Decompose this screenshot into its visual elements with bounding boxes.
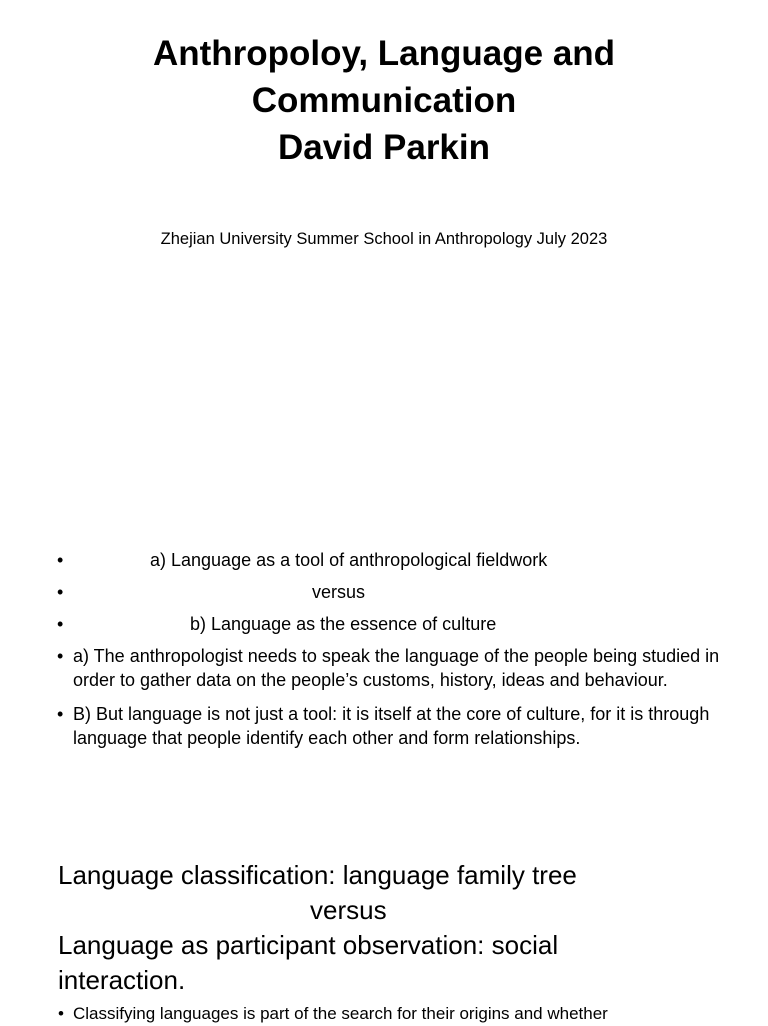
bullet-icon: • — [57, 614, 64, 634]
bullet-text: b) Language as the essence of culture — [190, 614, 497, 634]
bullet-text: Classifying languages is part of the search for their origins and whether — [73, 1004, 608, 1023]
bullet-icon: • — [58, 1004, 64, 1023]
heading-line-4: interaction. — [58, 965, 186, 995]
bullet-text: a) Language as a tool of anthropological fieldwork — [150, 550, 548, 570]
language-classification-slide — [0, 840, 768, 1024]
bullet-text: B) But language is not just a tool: it is itself at the core of culture, for it is through language that people identify each other and form relationships. — [73, 704, 710, 748]
bullet-list — [58, 1002, 608, 1026]
list-item — [56, 580, 724, 612]
heading-line-1: Language classification: language family tree — [58, 860, 577, 890]
slide-subtitle: Zhejian University Summer School in Anthropology July 2023 — [160, 230, 608, 248]
bullet-text: versus — [312, 582, 366, 602]
bullet-icon: • — [57, 704, 64, 724]
title-line-1: Anthropoloy, Language and — [152, 34, 616, 73]
list-item — [56, 644, 724, 692]
list-item — [56, 702, 724, 750]
bullet-icon: • — [57, 582, 64, 602]
heading-line-3: Language as participant observation: social — [58, 930, 559, 960]
bullet-list — [56, 548, 724, 760]
bullet-text: a) The anthropologist needs to speak the language of the people being studied in order to gather data on the people’s customs, history, ideas and behaviour. — [73, 646, 720, 690]
slide-title — [0, 30, 768, 171]
slide-heading — [58, 858, 748, 998]
heading-line-versus: versus — [310, 895, 387, 925]
language-tool-vs-culture-slide — [0, 520, 768, 820]
list-item — [56, 612, 724, 644]
title-slide — [0, 0, 768, 300]
bullet-icon: • — [57, 550, 64, 570]
list-item — [56, 548, 724, 580]
title-line-3-author: David Parkin — [277, 128, 491, 167]
title-line-2: Communication — [251, 81, 517, 120]
bullet-icon: • — [57, 646, 64, 666]
list-item — [58, 1002, 608, 1026]
